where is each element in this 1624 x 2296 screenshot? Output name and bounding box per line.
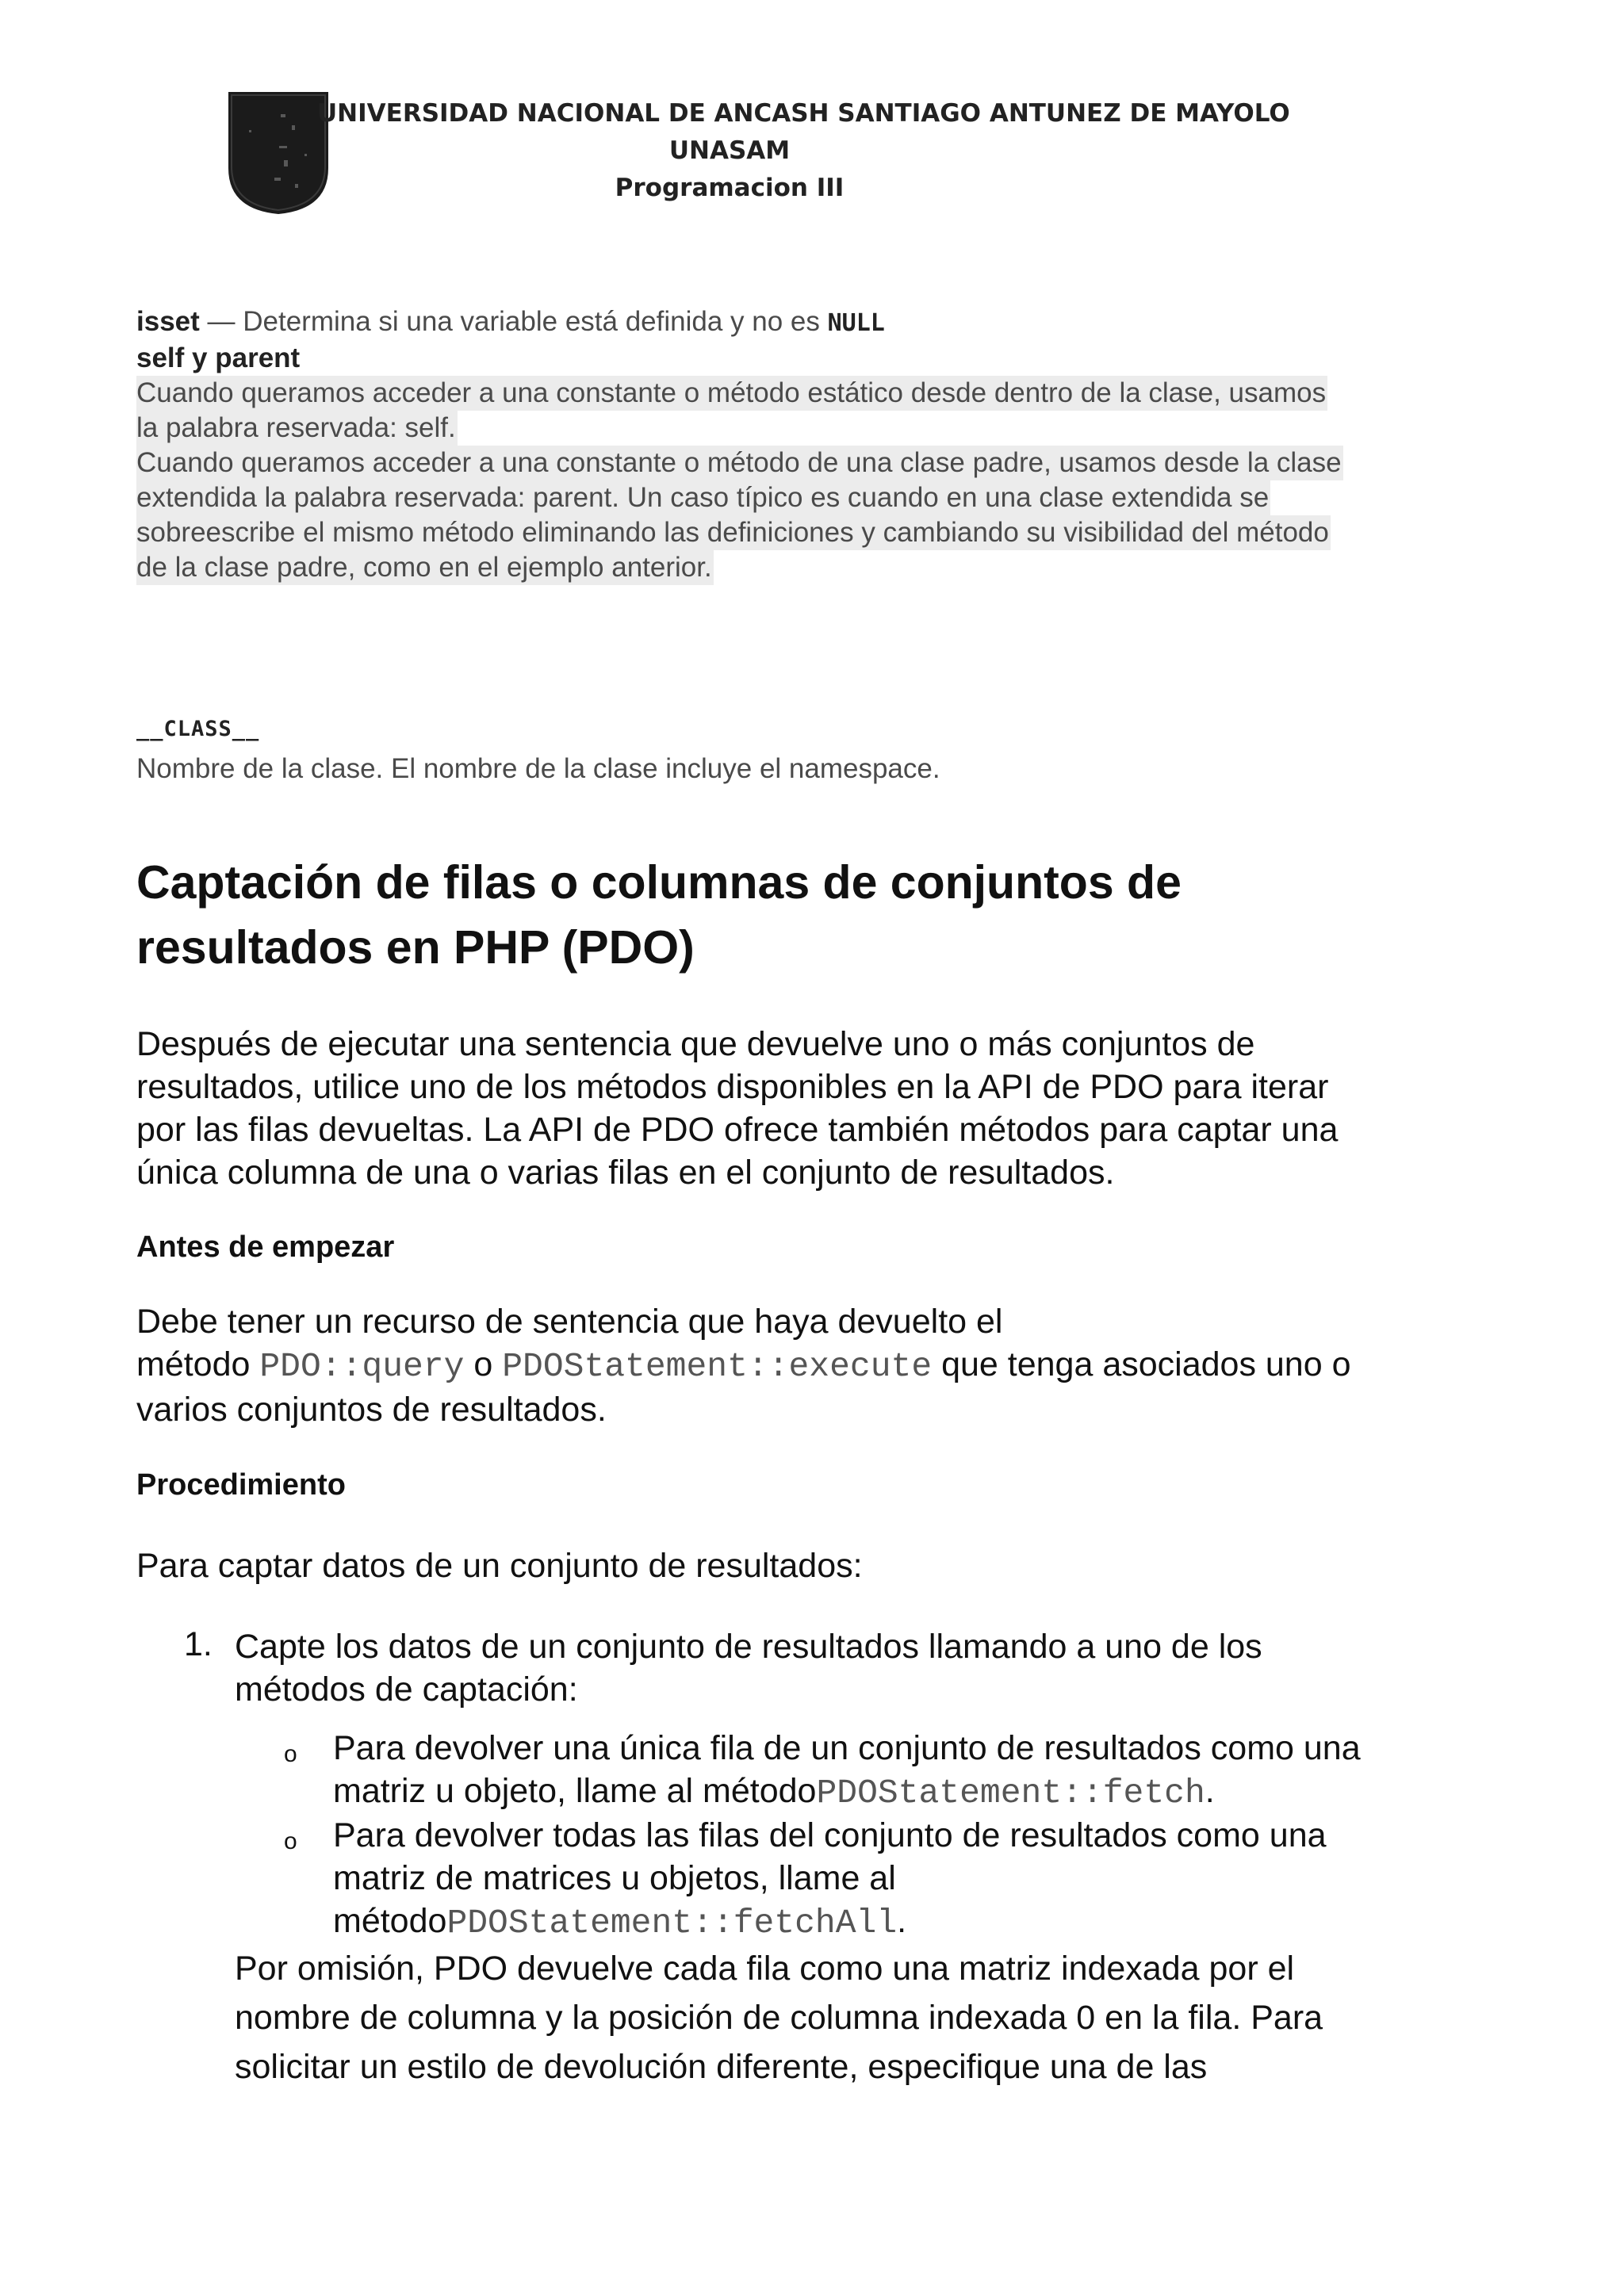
default-fetch-style-paragraph: Por omisión, PDO devuelve cada fila como una matriz indexada por el nombre de columna y la posición de columna indexada 0 en la fila. Para solicitar un estilo de devolución diferente, especifique una de las [235, 1950, 1323, 2086]
class-constant-description: Nombre de la clase. El nombre de la clase incluye el namespace. [136, 753, 940, 784]
intro-paragraph: Después de ejecutar una sentencia que devuelve uno o más conjuntos de resultados, utilice uno de los métodos disponibles en la API de PDO para iterar por las filas devueltas. La API de PDO ofrece también métodos para captar una única columna de una o varias filas en el conjunto de resultados. [136, 1025, 1339, 1192]
before-starting-heading: Antes de empezar [136, 1230, 395, 1264]
section-title-line-1: Captación de filas o columnas de conjuntos de [136, 856, 1182, 909]
university-name: UNIVERSIDAD NACIONAL DE ANCASH SANTIAGO ANTUNEZ DE MAYOLO [317, 99, 1290, 128]
sub-bullet-1-text: Para devolver una única fila de un conjunto de resultados como una matriz u objeto, llame al métodoPDOStatement::fetch. [333, 1729, 1361, 1812]
sub-bullet-1-marker: o [284, 1741, 297, 1767]
code-pdostatement-execute: PDOStatement::execute [502, 1347, 933, 1386]
course-name: Programacion III [615, 174, 845, 202]
university-shield-logo [225, 90, 331, 216]
isset-description: — Determina si una variable está definida y no es [199, 306, 828, 337]
parent-text-line-2: extendida la palabra reservada: parent. Un caso típico es cuando en una clase extendida se [136, 480, 1270, 515]
section-title [136, 850, 1484, 980]
document-header [317, 95, 1290, 207]
code-pdo-query: PDO::query [259, 1347, 465, 1386]
self-parent-heading-line [136, 341, 1453, 376]
sub-bullet-2-text: Para devolver todas las filas del conjunto de resultados como una matriz de matrices u objetos, llame al métodoPDOStatement::fetchAll. [333, 1816, 1327, 1942]
notes-section [136, 304, 1453, 585]
sub-bullet-2-marker: o [284, 1828, 297, 1854]
step-1-text: Capte los datos de un conjunto de resultados llamando a uno de los métodos de captación: [235, 1628, 1262, 1709]
procedure-intro: Para captar datos de un conjunto de resultados: [136, 1547, 863, 1585]
section-title-line-2: resultados en PHP (PDO) [136, 921, 695, 974]
self-text-line-2: la palabra reservada: self. [136, 411, 458, 446]
code-pdostatement-fetchall: PDOStatement::fetchAll [446, 1904, 898, 1942]
procedure-heading: Procedimiento [136, 1468, 346, 1502]
isset-term: isset [136, 306, 200, 337]
parent-text-line-4: de la clase padre, como en el ejemplo anterior. [136, 550, 714, 585]
self-parent-heading: self y parent [136, 342, 301, 373]
university-acronym: UNASAM [668, 136, 791, 165]
parent-text-line-1: Cuando queramos acceder a una constante o método de una clase padre, usamos desde la clase [136, 446, 1343, 480]
null-keyword: NULL [827, 309, 885, 337]
self-text-line-1: Cuando queramos acceder a una constante o método estático desde dentro de la clase, usamos [136, 376, 1327, 411]
code-pdostatement-fetch: PDOStatement::fetch [816, 1774, 1205, 1812]
class-constant-label: __CLASS__ [136, 717, 260, 741]
parent-text-line-3: sobreescribe el mismo método eliminando las definiciones y cambiando su visibilidad del método [136, 515, 1331, 550]
step-1-number: 1. [184, 1625, 213, 1663]
isset-line [136, 304, 1453, 341]
before-starting-paragraph: Debe tener un recurso de sentencia que haya devuelto el método PDO::query o PDOStatement::execute que tenga asociados uno o varios conjuntos de resultados. [136, 1303, 1351, 1429]
